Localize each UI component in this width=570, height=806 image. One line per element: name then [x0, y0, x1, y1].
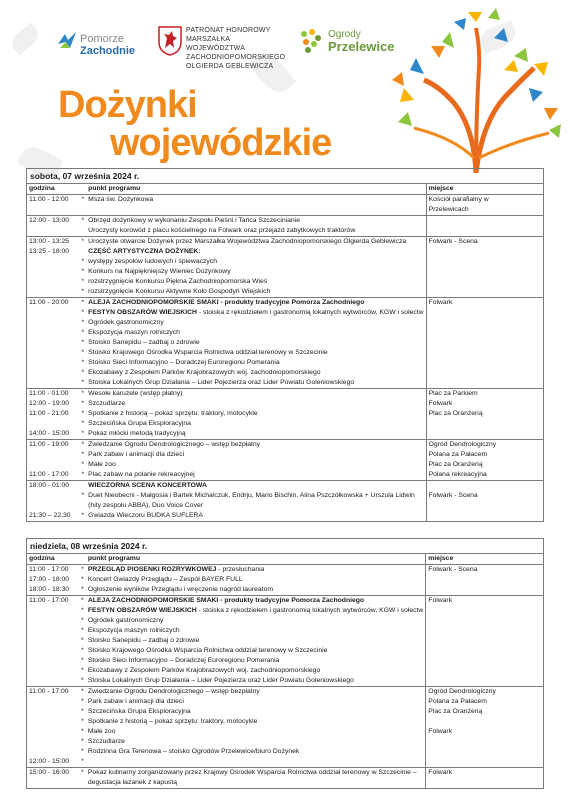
program-item — [88, 440, 423, 450]
time-value: 14:00 - 15:00 — [29, 430, 70, 437]
program-item-detail: - stoiska z rękodziełem i gastronomią lokalnych wytwórców, KGW i sołectw — [196, 607, 424, 614]
program-item — [88, 450, 423, 460]
program-cell — [86, 440, 426, 481]
bullet-mark: * — [81, 607, 84, 614]
program-item — [88, 257, 423, 267]
place-value — [429, 481, 541, 491]
title-line2: wojewódzkie — [110, 122, 332, 164]
time-cell — [27, 440, 80, 481]
program-item — [88, 237, 423, 247]
schedule-row — [27, 389, 544, 440]
program-item — [88, 481, 423, 491]
bullet-mark: * — [81, 359, 85, 366]
time-value: 11:00 - 17:00 — [29, 566, 69, 573]
bullet-cell — [79, 216, 86, 237]
bullet-cell — [79, 687, 86, 768]
program-cell — [86, 298, 426, 389]
bullet-mark — [79, 501, 86, 511]
bullet-mark: * — [81, 196, 85, 203]
program-item-text: Park zabaw i animacji dla dzieci — [87, 698, 184, 705]
program-item-text: Szczudlarze — [88, 400, 126, 407]
bullet-cell — [79, 768, 86, 789]
schedule-row — [27, 298, 544, 389]
time-value: 15:00 - 16:00 — [29, 769, 70, 776]
bullet-mark: * — [81, 238, 85, 245]
schedule-row — [27, 195, 544, 216]
pomorze-line2: Zachodnie — [80, 45, 136, 57]
schedule-row — [27, 481, 544, 522]
program-item — [88, 298, 423, 308]
schedule-row — [27, 768, 544, 789]
program-item — [88, 470, 423, 480]
column-header-spacer — [79, 184, 86, 195]
program-item-text: Stoisko Sieci Informacyjno – Doradczej Euroregionu Pomerania — [87, 657, 280, 664]
program-item-text: Ogródek gastronomiczny — [88, 319, 164, 326]
bullet-mark: * — [81, 769, 84, 776]
program-item-detail: - stoiska z rękodziełem i gastronomią lokalnych wytwórców, KGW i sołectw — [196, 309, 424, 316]
bullet-mark: * — [81, 461, 85, 468]
program-item-text: Rodzinna Gra Terenowa – stoisko Ogrodów Przelewice/biuro Dożynek — [87, 748, 300, 755]
time-value: 11:00 - 19:00 — [29, 441, 69, 448]
program-item — [88, 606, 423, 616]
place-value: Plac za Oranżerią — [428, 461, 483, 468]
bullet-mark: * — [81, 667, 84, 674]
bullet-mark: * — [81, 349, 85, 356]
program-cell — [86, 216, 426, 237]
program-item — [88, 287, 423, 297]
program-item — [88, 666, 423, 676]
patronat-line: MARSZAŁKA WOJEWÓDZTWA — [186, 36, 246, 52]
bullet-mark: * — [81, 410, 85, 417]
harvest-tree-illustration — [384, 8, 564, 173]
place-cell — [426, 481, 543, 522]
program-item-text: Małe zoo — [87, 728, 116, 735]
column-header-row — [27, 184, 544, 195]
program-item-text: FESTYN OBSZARÓW WIEJSKICH — [87, 607, 197, 614]
bullet-mark — [79, 481, 86, 491]
program-cell — [86, 389, 426, 440]
time-value: 12:00 - 13:00 — [29, 217, 70, 224]
time-value: 11:00 - 01:00 — [29, 390, 69, 397]
place-cell — [426, 195, 543, 216]
bullet-mark: * — [81, 278, 85, 285]
place-cell — [426, 565, 544, 596]
program-item — [88, 646, 423, 656]
program-item — [88, 491, 423, 501]
place-value: Ogród Dendrologiczny — [428, 688, 496, 695]
program-item-text: Gwiazda Wieczoru BUDKA SUFLERA — [88, 512, 203, 519]
time-cell — [27, 216, 80, 237]
bullet-mark: * — [81, 698, 84, 705]
place-value: Kościół parafialny w — [428, 196, 489, 203]
program-item — [88, 676, 423, 686]
program-item-text: Spotkanie z historią – pokaz sprzętu: traktory, motocykle — [88, 410, 258, 417]
time-cell — [27, 389, 80, 440]
program-item — [88, 378, 423, 388]
program-item-detail: - przesłuchania — [216, 566, 265, 573]
schedule-row — [27, 565, 544, 596]
place-cell — [426, 768, 544, 789]
time-value — [29, 717, 77, 727]
time-value: 11:00 - 12:00 — [29, 196, 69, 203]
program-item-text: Konkurs na Najpiękniejszy Wieniec Dożynkowy — [88, 268, 231, 275]
time-value: 18:00 - 01:00 — [29, 482, 70, 489]
bullet-cell — [79, 440, 86, 481]
bullet-mark: * — [81, 369, 85, 376]
place-value: Polana rekreacyjna — [428, 471, 487, 478]
place-cell — [426, 687, 544, 768]
pomorze-zachodnie-mark-icon — [56, 30, 78, 52]
bullet-cell — [79, 565, 86, 596]
place-cell — [426, 440, 543, 481]
program-item — [88, 636, 423, 646]
bullet-mark: * — [81, 627, 84, 634]
program-cell — [86, 768, 426, 789]
program-item-text: występy zespołów ludowych i śpiewaczych — [88, 258, 217, 265]
bullet-mark: * — [81, 451, 85, 458]
ogrody-line1: Ogrody — [328, 29, 361, 40]
program-item-text: Duet Nieobecni - Małgosia i Bartek Michalczuk, Endrju, Mario Bischin, Alina Pszczółkowska + Urszula Lidwin — [88, 492, 415, 499]
place-value — [429, 216, 541, 226]
time-cell — [27, 596, 80, 687]
program-item — [88, 737, 423, 747]
program-item — [88, 778, 423, 788]
program-item — [88, 348, 423, 358]
bullet-cell — [79, 298, 86, 389]
column-header-row — [27, 554, 544, 565]
bullet-mark: * — [81, 597, 84, 604]
program-item-text: CZĘŚĆ ARTYSTYCZNA DOŻYNEK: — [88, 248, 201, 255]
program-item — [88, 308, 423, 318]
program-cell — [86, 237, 426, 298]
patronat-logo — [158, 22, 288, 68]
time-value — [29, 747, 77, 757]
program-item — [88, 419, 423, 429]
program-item — [88, 358, 423, 368]
program-item-text: Pokaz młócki metodą tradycyjną — [88, 430, 186, 437]
time-cell — [27, 195, 80, 216]
time-value — [29, 737, 77, 747]
schedule-table — [26, 538, 544, 789]
time-value — [29, 419, 77, 429]
program-cell — [86, 596, 426, 687]
day-header-row — [27, 169, 544, 184]
bullet-mark: * — [81, 329, 85, 336]
column-header-time: godzina — [27, 554, 80, 565]
time-value — [29, 460, 77, 470]
day-date: niedziela, 08 września 2024 r. — [27, 539, 544, 554]
program-item — [88, 585, 423, 595]
schedule-table — [26, 168, 544, 522]
bullet-mark: * — [81, 688, 84, 695]
program-cell — [86, 195, 426, 216]
bullet-mark: * — [81, 708, 84, 715]
bullet-mark: * — [81, 576, 84, 583]
time-value: 11:00 - 17:00 — [29, 597, 69, 604]
program-item — [88, 216, 423, 226]
schedule-row — [27, 237, 544, 298]
time-value: 17:00 - 18:00 — [29, 576, 70, 583]
place-value: Folwark — [428, 769, 453, 776]
ogrody-leaves-icon — [298, 28, 322, 54]
place-cell — [426, 298, 543, 389]
program-item-text: Stoisko Sieci Informacyjno – Doradczej Euroregionu Pomerania — [88, 359, 280, 366]
program-item — [88, 511, 423, 521]
program-item-text: Stoiska Lokalnych Grup Działania – Lider Pojezierza oraz Lider Powiatu Goleniowskiego — [87, 677, 354, 684]
program-item-text: Stoisko Krajowego Ośrodka Wsparcia Rolnictwa oddział terenowy w Szczecinie — [88, 349, 328, 356]
program-item-text: rozstrzygnięcie Konkursu Piękna Zachodniopomorska Wieś — [88, 278, 268, 285]
time-value: 11:00 - 20:00 — [29, 299, 69, 306]
bullet-mark: * — [81, 471, 85, 478]
time-value — [29, 707, 77, 717]
program-item-text: Małe zoo — [88, 461, 116, 468]
program-item-text: (hity zespołu ABBA), Duo Voice Cover — [88, 502, 204, 509]
program-item-text: Ekozabawy z Zespołem Parków Krajobrazowych woj. zachodniopomorskiego — [87, 667, 321, 674]
bullet-mark: * — [81, 288, 85, 295]
program-item — [88, 616, 423, 626]
bullet-mark: * — [81, 319, 85, 326]
bullet-mark: * — [81, 379, 85, 386]
program-item — [88, 267, 423, 277]
patronat-line: PATRONAT HONOROWY — [186, 27, 271, 34]
pomorze-zachodnie-logo — [56, 26, 146, 70]
program-item-text: Obrzęd dożynkowy w wykonaniu Zespołu Pieśni i Tańca Szczecinianie — [88, 217, 300, 224]
program-item — [88, 687, 423, 697]
program-item — [88, 328, 423, 338]
program-item-text: Zwiedzanie Ogrodu Dendrologicznego – wstęp bezpłatny — [87, 688, 260, 695]
place-cell — [426, 237, 543, 298]
time-value: 11:00 - 17:00 — [29, 471, 69, 478]
schedule-row — [27, 440, 544, 481]
time-cell — [27, 768, 80, 789]
bullet-mark — [79, 247, 86, 257]
place-value: Polana za Pałacem — [428, 451, 488, 458]
program-item-text: ALEJA ZACHODNIOPOMORSKIE SMAKI - produkty tradycyjne Pomorza Zachodniego — [88, 299, 365, 306]
place-value: Folwark - Scena — [428, 238, 478, 245]
time-value — [29, 501, 77, 511]
program-item — [88, 626, 423, 636]
pomorze-line1: Pomorze — [80, 33, 125, 45]
bullet-mark: * — [81, 420, 85, 427]
program-item-text: Zwiedzanie Ogrodu Dendrologicznego – wstęp bezpłatny — [88, 441, 261, 448]
time-cell — [27, 298, 80, 389]
program-item-text: Szczecińska Grupa Eksploracyjna — [87, 708, 191, 715]
place-value: Przelewicach — [428, 206, 469, 213]
program-item-text: Koncert Gwiazdy Przeglądu – Zespół BAYER FULL — [87, 576, 243, 583]
time-value: 13:00 - 13:25 — [29, 238, 70, 245]
time-value: 12:00 - 19:00 — [29, 400, 70, 407]
bullet-mark: * — [81, 748, 84, 755]
program-cell — [86, 687, 426, 768]
time-value — [29, 697, 77, 707]
place-value: Plac za Oranżerią — [428, 708, 483, 715]
program-item-text: Stoisko Krajowego Ośrodka Wsparcia Rolnictwa oddział terenowy w Szczecinie — [87, 647, 328, 654]
bullet-mark: * — [81, 512, 85, 519]
time-value: 13:25 - 18:00 — [29, 248, 70, 255]
program-item-text: Ekozabawy z Zespołem Parków Krajobrazowych woj. zachodniopomorskiego — [88, 369, 321, 376]
place-value: Ogród Dendrologiczny — [428, 441, 497, 448]
place-value: Plac za Oranżerią — [428, 410, 483, 417]
page-title — [58, 84, 398, 164]
program-item — [88, 389, 423, 399]
program-item-text: Szczudlarze — [87, 738, 125, 745]
program-item-text: Msza św. Dożynkowa — [88, 196, 154, 203]
time-value — [29, 727, 77, 737]
bullet-mark: * — [81, 647, 84, 654]
column-header-time: godzina — [27, 184, 80, 195]
bullet-mark: * — [81, 677, 84, 684]
griffin-crest-icon — [158, 26, 182, 56]
program-item-text: Plac zabaw na polanie rekreacyjnej — [88, 471, 195, 478]
program-item — [88, 575, 423, 585]
program-cell — [86, 481, 426, 522]
program-item — [88, 399, 423, 409]
time-value: 12:00 - 15:00 — [29, 758, 70, 765]
bullet-cell — [79, 481, 86, 522]
ogrody-line2: Przelewice — [328, 39, 395, 54]
bullet-cell — [79, 195, 86, 216]
patronat-line: ZACHODNIOPOMORSKIEGO — [186, 54, 286, 61]
place-value: Polana za Pałacem — [428, 698, 487, 705]
place-value: Folwark — [428, 299, 453, 306]
program-item-text: Wesołe karuzele (wstęp płatny) — [88, 390, 183, 397]
bullet-mark: * — [81, 217, 85, 224]
program-item-text: Ogródek gastronomiczny — [87, 617, 164, 624]
program-item-text: Stoisko Sanepidu – zadbaj o zdrowie — [88, 339, 200, 346]
program-item — [88, 596, 423, 606]
bullet-cell — [79, 596, 86, 687]
program-item-text: Pokaz kulinarny zorganizowany przez Krajowy Ośrodek Wsparcia Rolnictwa oddział terenowy w Szczecinie – — [87, 769, 417, 776]
time-cell — [27, 687, 80, 768]
program-item — [88, 727, 423, 737]
place-cell — [426, 216, 543, 237]
patronat-line: OLGIERDA GEBLEWICZA — [186, 63, 274, 70]
bullet-cell — [79, 389, 86, 440]
program-cell — [86, 565, 426, 596]
bullet-mark: * — [81, 728, 84, 735]
place-value: Folwark - Scena — [428, 492, 478, 499]
time-cell — [27, 237, 80, 298]
column-header-program: punkt programu — [86, 554, 426, 565]
column-header-program: punkt programu — [86, 184, 426, 195]
schedule-row — [27, 216, 544, 237]
bullet-mark: * — [81, 566, 84, 573]
program-item-text: Park zabaw i animacji dla dzieci — [88, 451, 185, 458]
time-value — [29, 450, 77, 460]
program-item-text: Ekspozycja maszyn rolniczych — [88, 329, 180, 336]
bullet-mark: * — [81, 617, 84, 624]
column-header-spacer — [79, 554, 86, 565]
column-header-place: miejsce — [426, 554, 544, 565]
bullet-mark: * — [81, 258, 85, 265]
bullet-mark: * — [81, 430, 85, 437]
program-item — [88, 318, 423, 328]
program-item — [88, 368, 423, 378]
program-item-text: PRZEGLĄD PIOSENKI ROZRYWKOWEJ — [87, 566, 217, 573]
program-item-text: Spotkanie z historią – pokaz sprzętu: traktory, motocykle — [87, 718, 258, 725]
bullet-mark: * — [81, 400, 85, 407]
program-item — [88, 565, 423, 575]
program-item — [88, 247, 423, 257]
schedule-row — [27, 596, 544, 687]
bullet-mark: * — [81, 637, 84, 644]
program-item-text: degustacja łazanek z kapustą — [87, 779, 178, 786]
bullet-mark: * — [81, 657, 84, 664]
program-item — [88, 697, 423, 707]
program-item-text: ALEJA ZACHODNIOPOMORSKIE SMAKI - produkty tradycyjne Pomorza Zachodniego — [87, 597, 365, 604]
time-value: 21:30 – 22.30 — [29, 512, 71, 519]
bullet-mark: * — [81, 758, 84, 765]
bullet-mark: * — [81, 586, 84, 593]
title-line1: Dożynki — [58, 84, 197, 126]
schedule-row — [27, 687, 544, 768]
bullet-mark: * — [81, 339, 85, 346]
program-item — [88, 707, 423, 717]
program-item-text: rozstrzygnięcie Konkursu Aktywne Koło Gospodyń Wiejskich — [88, 288, 271, 295]
program-item-text: Szczecińska Grupa Eksploracyjna — [88, 420, 191, 427]
program-item-text: WIECZORNA SCENA KONCERTOWA — [88, 482, 207, 489]
program-item — [88, 768, 423, 778]
bullet-mark: * — [81, 492, 85, 499]
program-item — [88, 656, 423, 666]
program-item — [88, 460, 423, 470]
program-item — [88, 277, 423, 287]
program-item-text: Uroczysty korowód z placu kościelnego na Folwark oraz przejazd zabytkowych traktorów — [88, 227, 356, 234]
place-value: Plac za Parkiem — [428, 390, 478, 397]
program-item — [88, 747, 423, 757]
program-item — [88, 226, 423, 236]
program-item — [88, 338, 423, 348]
time-value — [29, 491, 77, 501]
program-item-text: Stoisko Sanepidu – zadbaj o zdrowie — [87, 637, 200, 644]
program-item-text: Ogłoszenie wyników Przeglądu i wręczenie nagród laureatom — [87, 586, 274, 593]
bullet-cell — [79, 237, 86, 298]
place-value: Folwark — [428, 728, 453, 735]
bullet-mark: * — [81, 299, 85, 306]
time-value: 18:00 - 18:30 — [29, 586, 70, 593]
time-value: 11:00 - 17:00 — [29, 688, 69, 695]
time-value: 11:00 - 21:00 — [29, 410, 69, 417]
bullet-mark: * — [81, 718, 84, 725]
place-cell — [426, 596, 544, 687]
program-item — [88, 409, 423, 419]
place-value: Folwark - Scena — [428, 566, 478, 573]
program-item-text: Ekspozycja maszyn rolniczych — [87, 627, 180, 634]
bullet-mark: * — [81, 268, 85, 275]
program-item — [88, 717, 423, 727]
column-header-place: miejsce — [426, 184, 543, 195]
program-item-text: Uroczyste otwarcie Dożynek przez Marszałka Województwa Zachodniopomorskiego Olgierda Geblewicza — [88, 238, 407, 245]
bullet-mark: * — [81, 441, 85, 448]
program-item-text: FESTYN OBSZARÓW WIEJSKICH — [88, 309, 197, 316]
place-value: Folwark — [428, 400, 453, 407]
program-item — [88, 429, 423, 439]
day-date: sobota, 07 września 2024 r. — [27, 169, 544, 184]
bullet-mark: * — [81, 738, 84, 745]
place-cell — [426, 389, 543, 440]
time-cell — [27, 565, 80, 596]
bullet-mark: * — [81, 309, 85, 316]
bullet-mark: * — [81, 390, 85, 397]
program-item-text: Stoiska Lokalnych Grup Działania – Lider Pojezierza oraz Lider Powiatu Goleniowskiego — [88, 379, 355, 386]
program-item — [88, 195, 423, 205]
time-cell — [27, 481, 80, 522]
day-header-row — [27, 539, 544, 554]
place-value — [428, 717, 541, 727]
place-value: Folwark — [428, 597, 453, 604]
program-item — [88, 501, 423, 511]
